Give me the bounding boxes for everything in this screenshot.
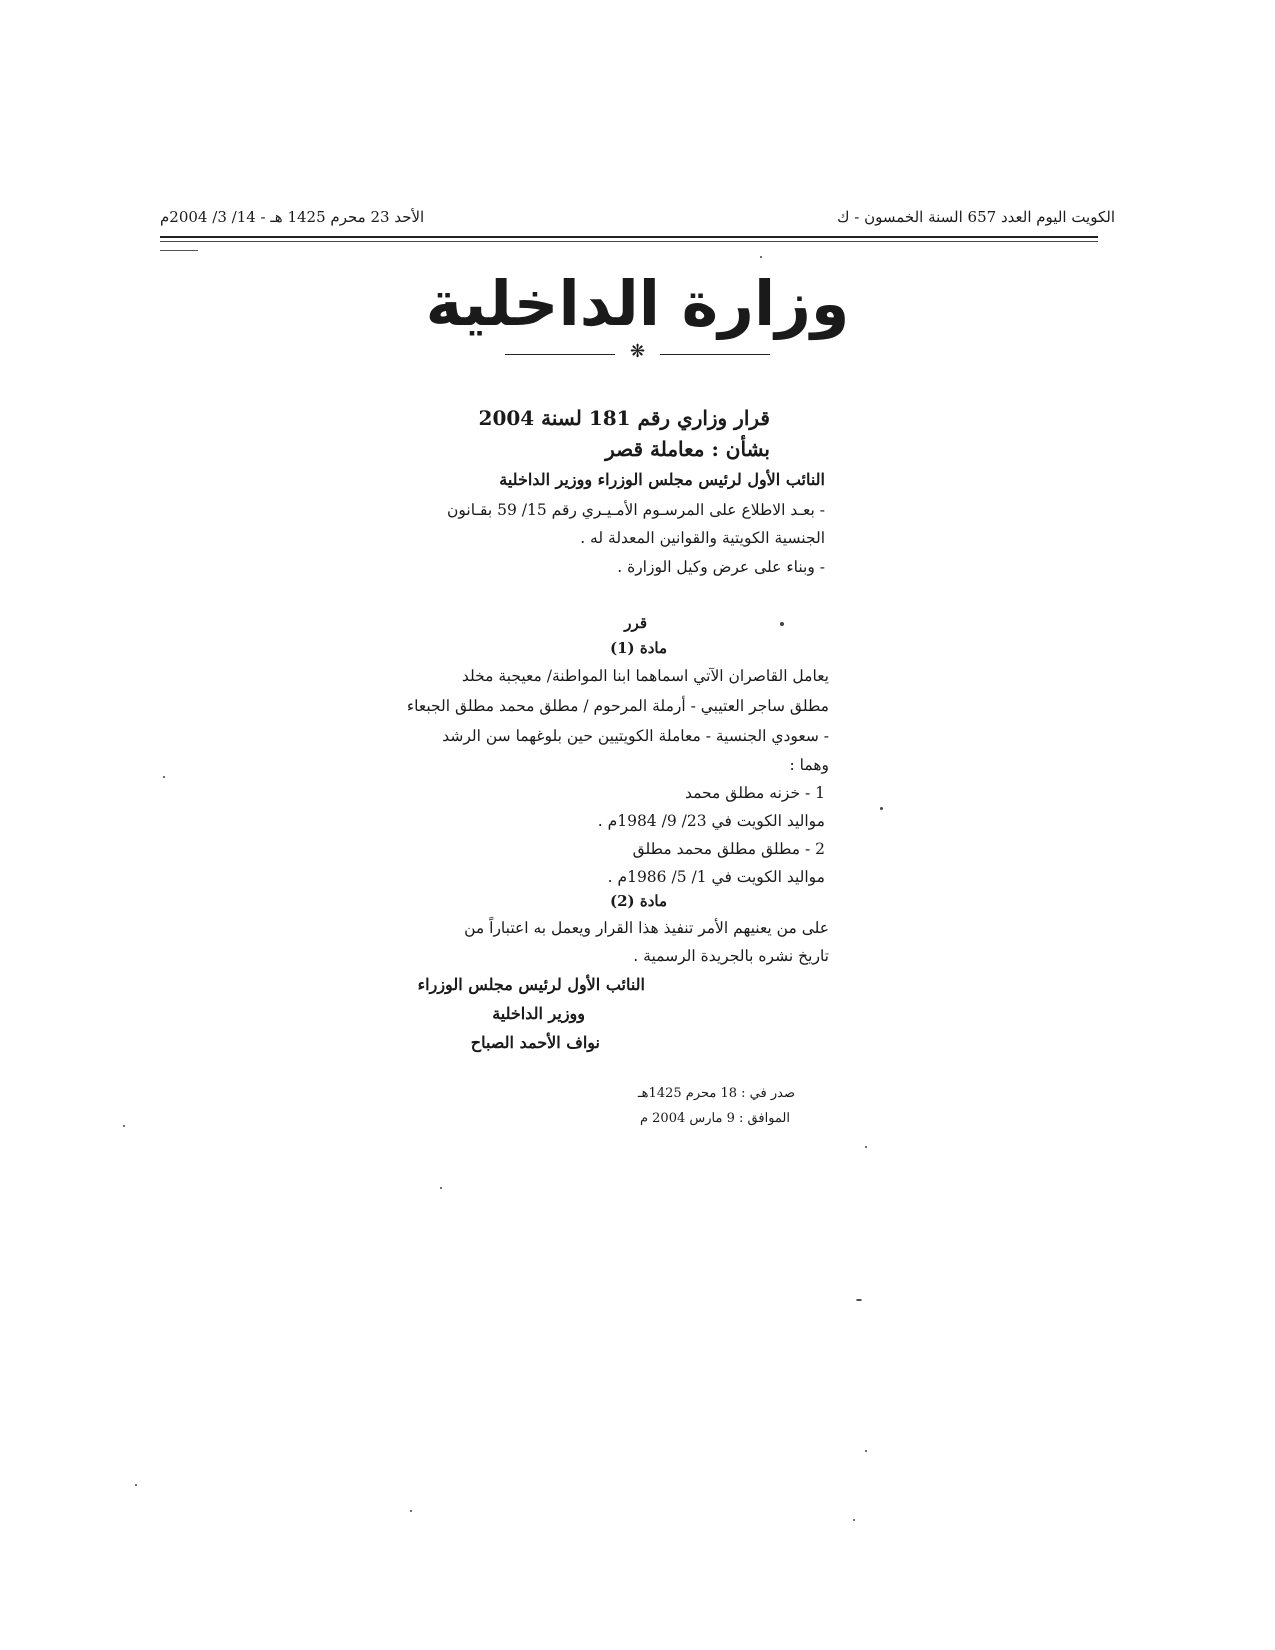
scan-speck bbox=[856, 1299, 862, 1301]
article-1-line: - سعودي الجنسية - معاملة الكويتيين حين بلوغهما سن الرشد bbox=[442, 727, 829, 745]
ornament-star-icon: ❋ bbox=[630, 341, 646, 362]
article-2-line: تاريخ نشره بالجريدة الرسمية . bbox=[633, 947, 829, 965]
issue-date-gregorian: الموافق : 9 مارس 2004 م bbox=[639, 1111, 790, 1126]
decision-title: قرار وزاري رقم 181 لسنة 2004 bbox=[478, 406, 770, 430]
scan-speck bbox=[440, 1187, 442, 1189]
scan-speck bbox=[780, 622, 784, 626]
scan-speck bbox=[410, 1510, 412, 1512]
article-1-line: مطلق ساجر العتيبي - أرملة المرحوم / مطلق محمد مطلق الجبعاء bbox=[406, 697, 829, 715]
signature-title: النائب الأول لرئيس مجلس الوزراء bbox=[417, 975, 645, 994]
scan-speck bbox=[853, 1519, 855, 1521]
ornament-line-left bbox=[505, 354, 615, 355]
decision-issuer: النائب الأول لرئيس مجلس الوزراء ووزير الداخلية bbox=[499, 470, 825, 489]
scan-speck bbox=[123, 1125, 125, 1127]
header-date: الأحد 23 محرم 1425 هـ - 14/ 3/ 2004م bbox=[160, 208, 425, 226]
scan-speck bbox=[865, 1146, 867, 1148]
scan-speck bbox=[760, 256, 762, 258]
title-ornament bbox=[505, 341, 775, 365]
list-item-birth: مواليد الكويت في 23/ 9/ 1984م . bbox=[597, 812, 825, 830]
header-rule bbox=[160, 236, 1098, 238]
scan-speck bbox=[865, 1450, 867, 1452]
list-item-birth: مواليد الكويت في 1/ 5/ 1986م . bbox=[607, 868, 825, 886]
article-2-line: على من يعنيهم الأمر تنفيذ هذا القرار ويعمل به اعتباراً من bbox=[464, 919, 829, 937]
issue-date-hijri: صدر في : 18 محرم 1425هـ bbox=[637, 1086, 795, 1101]
ministry-title: وزارة الداخلية bbox=[425, 267, 850, 340]
list-item-name: 1 - خزنه مطلق محمد bbox=[684, 784, 825, 802]
preamble-line: - بعـد الاطلاع على المرسـوم الأمـيـري رقم 15/ 59 بقـانون bbox=[447, 501, 825, 519]
article-1-heading: مادة (1) bbox=[609, 639, 667, 657]
preamble-line: - وبناء على عرض وكيل الوزارة . bbox=[617, 558, 825, 576]
preamble-line: الجنسية الكويتية والقوانين المعدلة له . bbox=[580, 529, 825, 547]
scan-speck bbox=[135, 1484, 137, 1486]
scan-speck bbox=[163, 776, 165, 778]
signature-title: ووزير الداخلية bbox=[492, 1004, 585, 1023]
article-2-heading: مادة (2) bbox=[609, 892, 667, 910]
signatory-name: نواف الأحمد الصباح bbox=[470, 1033, 600, 1052]
article-1-line: يعامل القاصران الآتي اسماهما ابنا المواطنة/ معيجبة مخلد bbox=[461, 667, 829, 685]
ornament-line-right bbox=[660, 354, 770, 355]
decision-subject: بشأن : معاملة قصر bbox=[605, 437, 770, 461]
header-tick bbox=[160, 250, 198, 251]
scan-speck bbox=[880, 807, 883, 810]
decided-heading: قرر bbox=[624, 614, 647, 632]
article-1-line: وهما : bbox=[789, 756, 829, 774]
header-gazette-info: الكويت اليوم العدد 657 السنة الخمسون - ك bbox=[837, 208, 1115, 226]
header-rule-thin bbox=[160, 241, 1098, 242]
list-item-name: 2 - مطلق مطلق محمد مطلق bbox=[632, 840, 825, 858]
